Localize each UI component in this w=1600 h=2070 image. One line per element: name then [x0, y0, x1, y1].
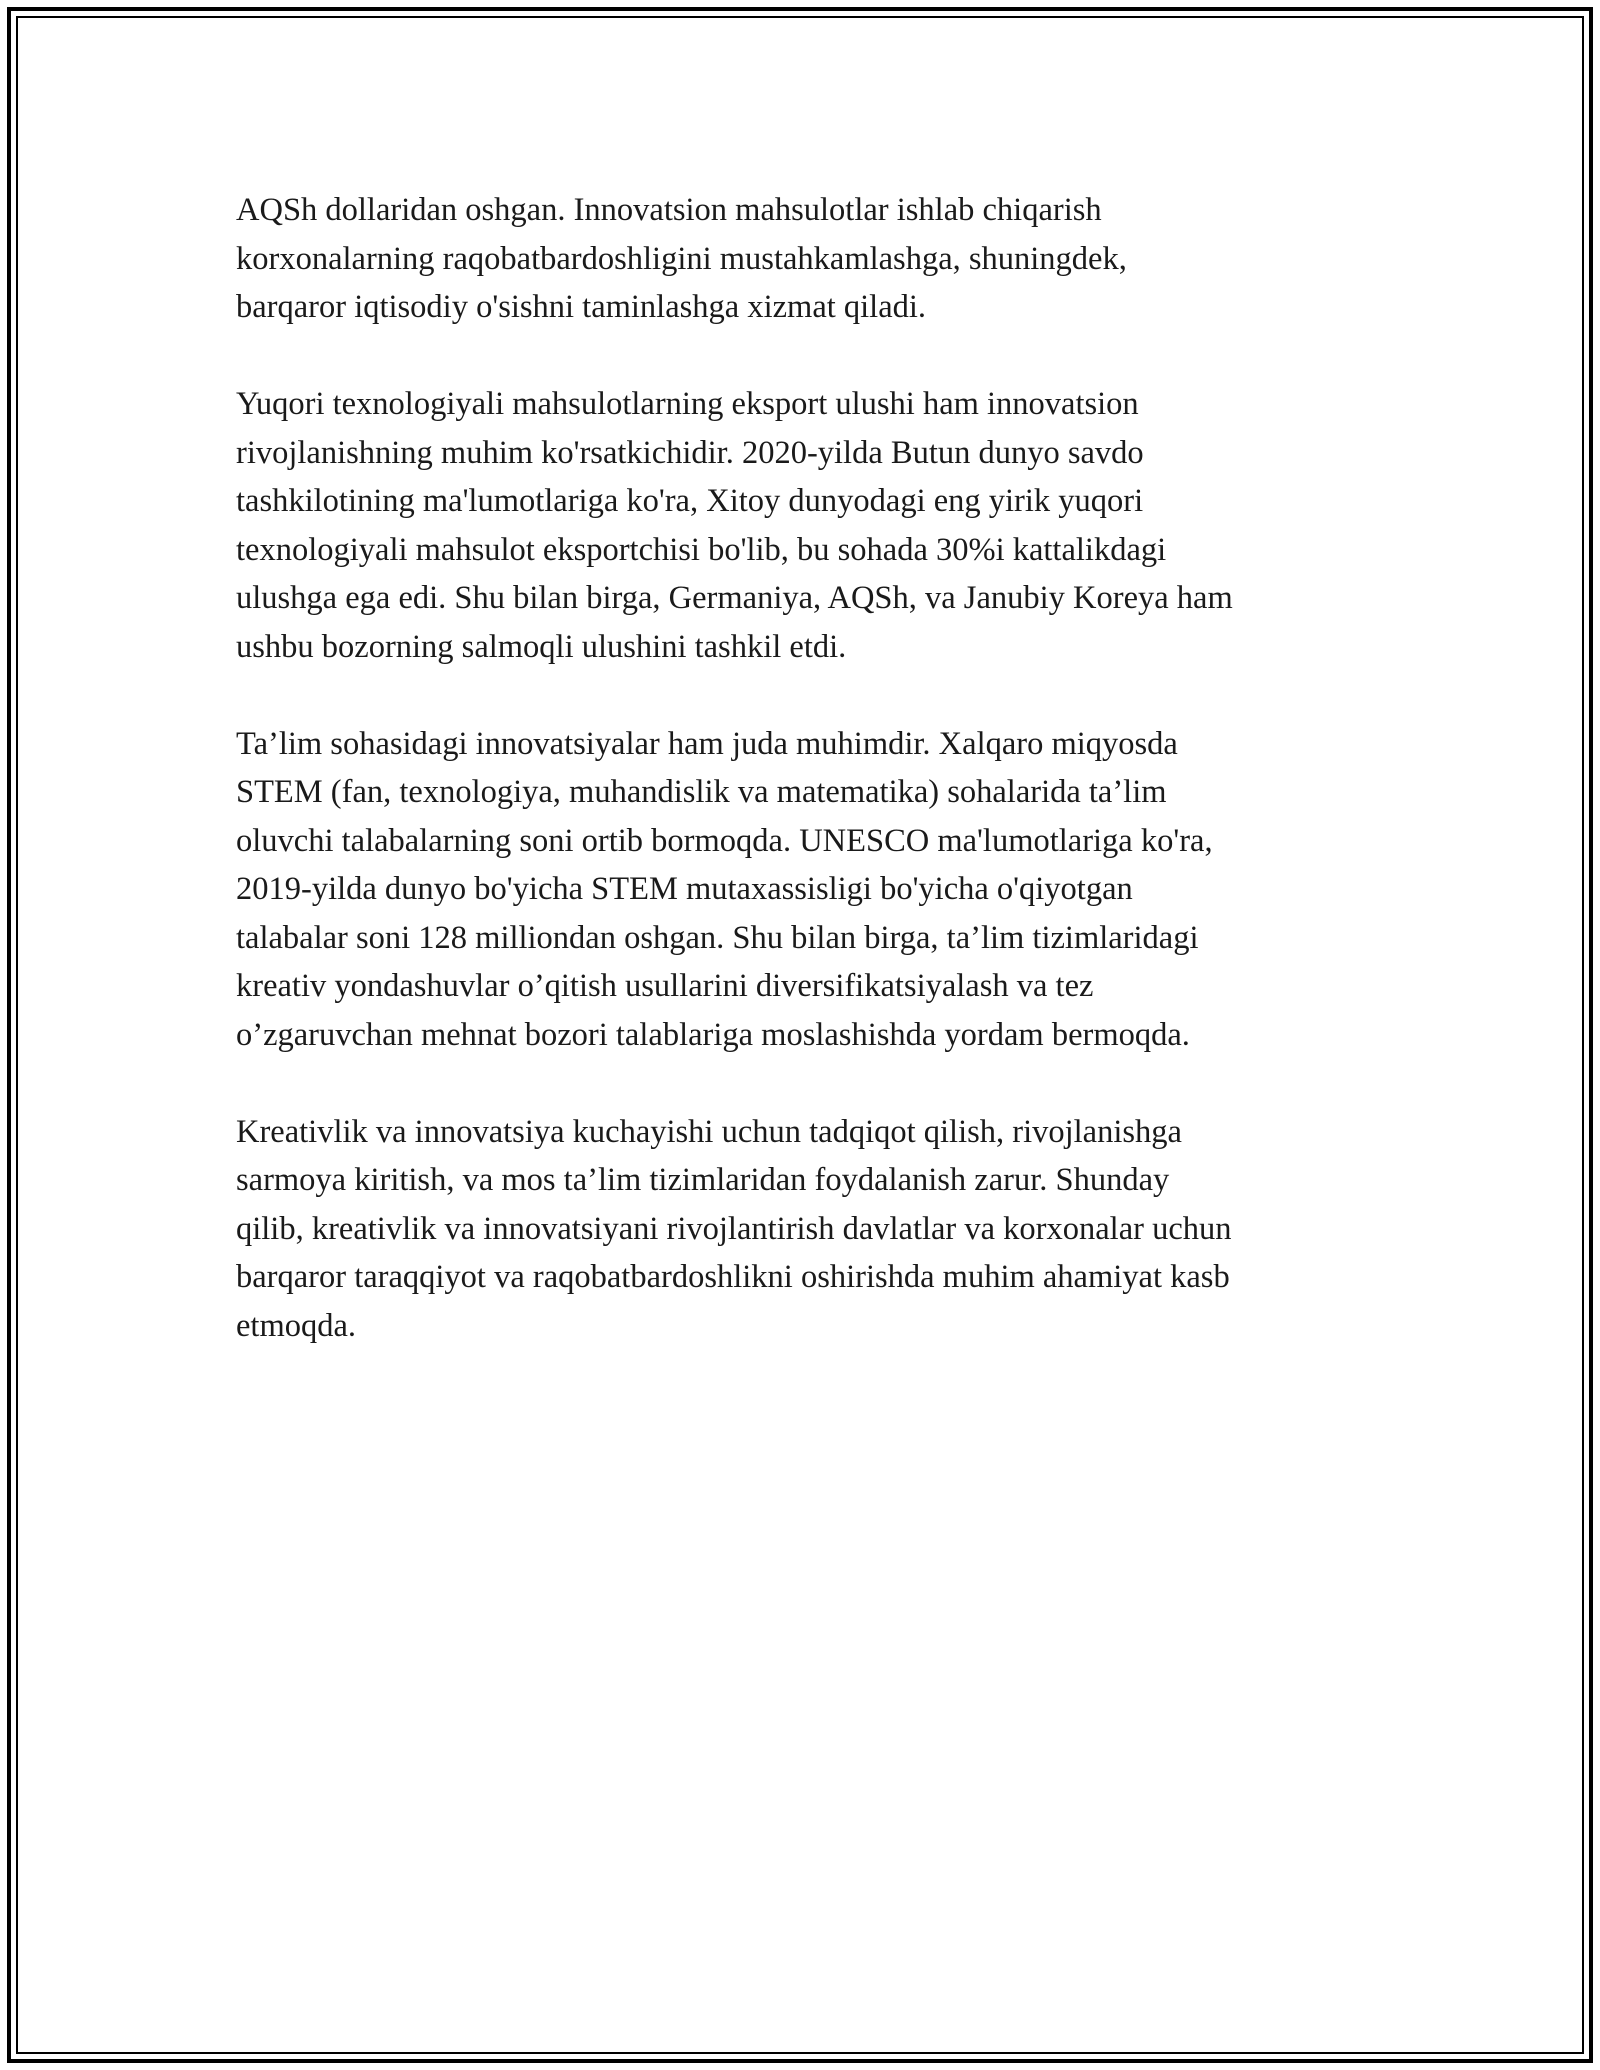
- text-line: Yuqori texnologiyali mahsulotlarning eksport ulushi ham innovatsion: [236, 386, 1139, 422]
- text-line: qilib, kreativlik va innovatsiyani rivojlantirish davlatlar va korxonalar uchun: [236, 1210, 1232, 1247]
- text-line: texnologiyali mahsulot eksportchisi bo'lib, bu sohada 30%i kattalikdagi: [236, 531, 1167, 568]
- text-line: barqaror taraqqiyot va raqobatbardoshlikni oshirishda muhim ahamiyat kasb: [236, 1259, 1230, 1295]
- text-line: talabalar soni 128 milliondan oshgan. Shu bilan birga, ta’lim tizimlaridagi: [236, 919, 1199, 956]
- text-line: sarmoya kiritish, va mos ta’lim tizimlaridan foydalanish zarur. Shunday: [236, 1162, 1170, 1198]
- document-body: [236, 186, 1376, 1399]
- text-line: etmoqda.: [236, 1307, 357, 1344]
- text-line: Kreativlik va innovatsiya kuchayishi uchun tadqiqot qilish, rivojlanishga: [236, 1113, 1182, 1150]
- text-line: rivojlanishning muhim ko'rsatkichidir. 2020-yilda Butun dunyo savdo: [236, 434, 1144, 471]
- paragraph-3: [236, 720, 1376, 1060]
- paragraph-1: [236, 186, 1376, 332]
- text-line: oluvchi talabalarning soni ortib bormoqda. UNESCO ma'lumotlariga ko'ra,: [236, 822, 1213, 859]
- text-line: STEM (fan, texnologiya, muhandislik va matematika) sohalarida ta’lim: [236, 774, 1167, 810]
- text-line: kreativ yondashuvlar o’qitish usullarini diversifikatsiyalash va tez: [236, 968, 1094, 1004]
- text-line: tashkilotining ma'lumotlariga ko'ra, Xitoy dunyodagi eng yirik yuqori: [236, 483, 1144, 519]
- text-line: ulushga ega edi. Shu bilan birga, Germaniya, AQSh, va Janubiy Koreya ham: [236, 580, 1233, 616]
- text-line: Ta’lim sohasidagi innovatsiyalar ham juda muhimdir. Xalqaro miqyosda: [236, 725, 1178, 762]
- paragraph-2: [236, 380, 1376, 671]
- text-line: o’zgaruvchan mehnat bozori talablariga moslashishda yordam bermoqda.: [236, 1016, 1190, 1053]
- text-line: 2019-yilda dunyo bo'yicha STEM mutaxassisligi bo'yicha o'qiyotgan: [236, 871, 1133, 907]
- paragraph-4: [236, 1108, 1376, 1351]
- text-line: barqaror iqtisodiy o'sishni taminlashga xizmat qiladi.: [236, 289, 927, 325]
- text-line: ushbu bozorning salmoqli ulushini tashkil etdi.: [236, 628, 847, 665]
- text-line: korxonalarning raqobatbardoshligini mustahkamlashga, shuningdek,: [236, 240, 1127, 277]
- text-line: AQSh dollaridan oshgan. Innovatsion mahsulotlar ishlab chiqarish: [236, 192, 1102, 228]
